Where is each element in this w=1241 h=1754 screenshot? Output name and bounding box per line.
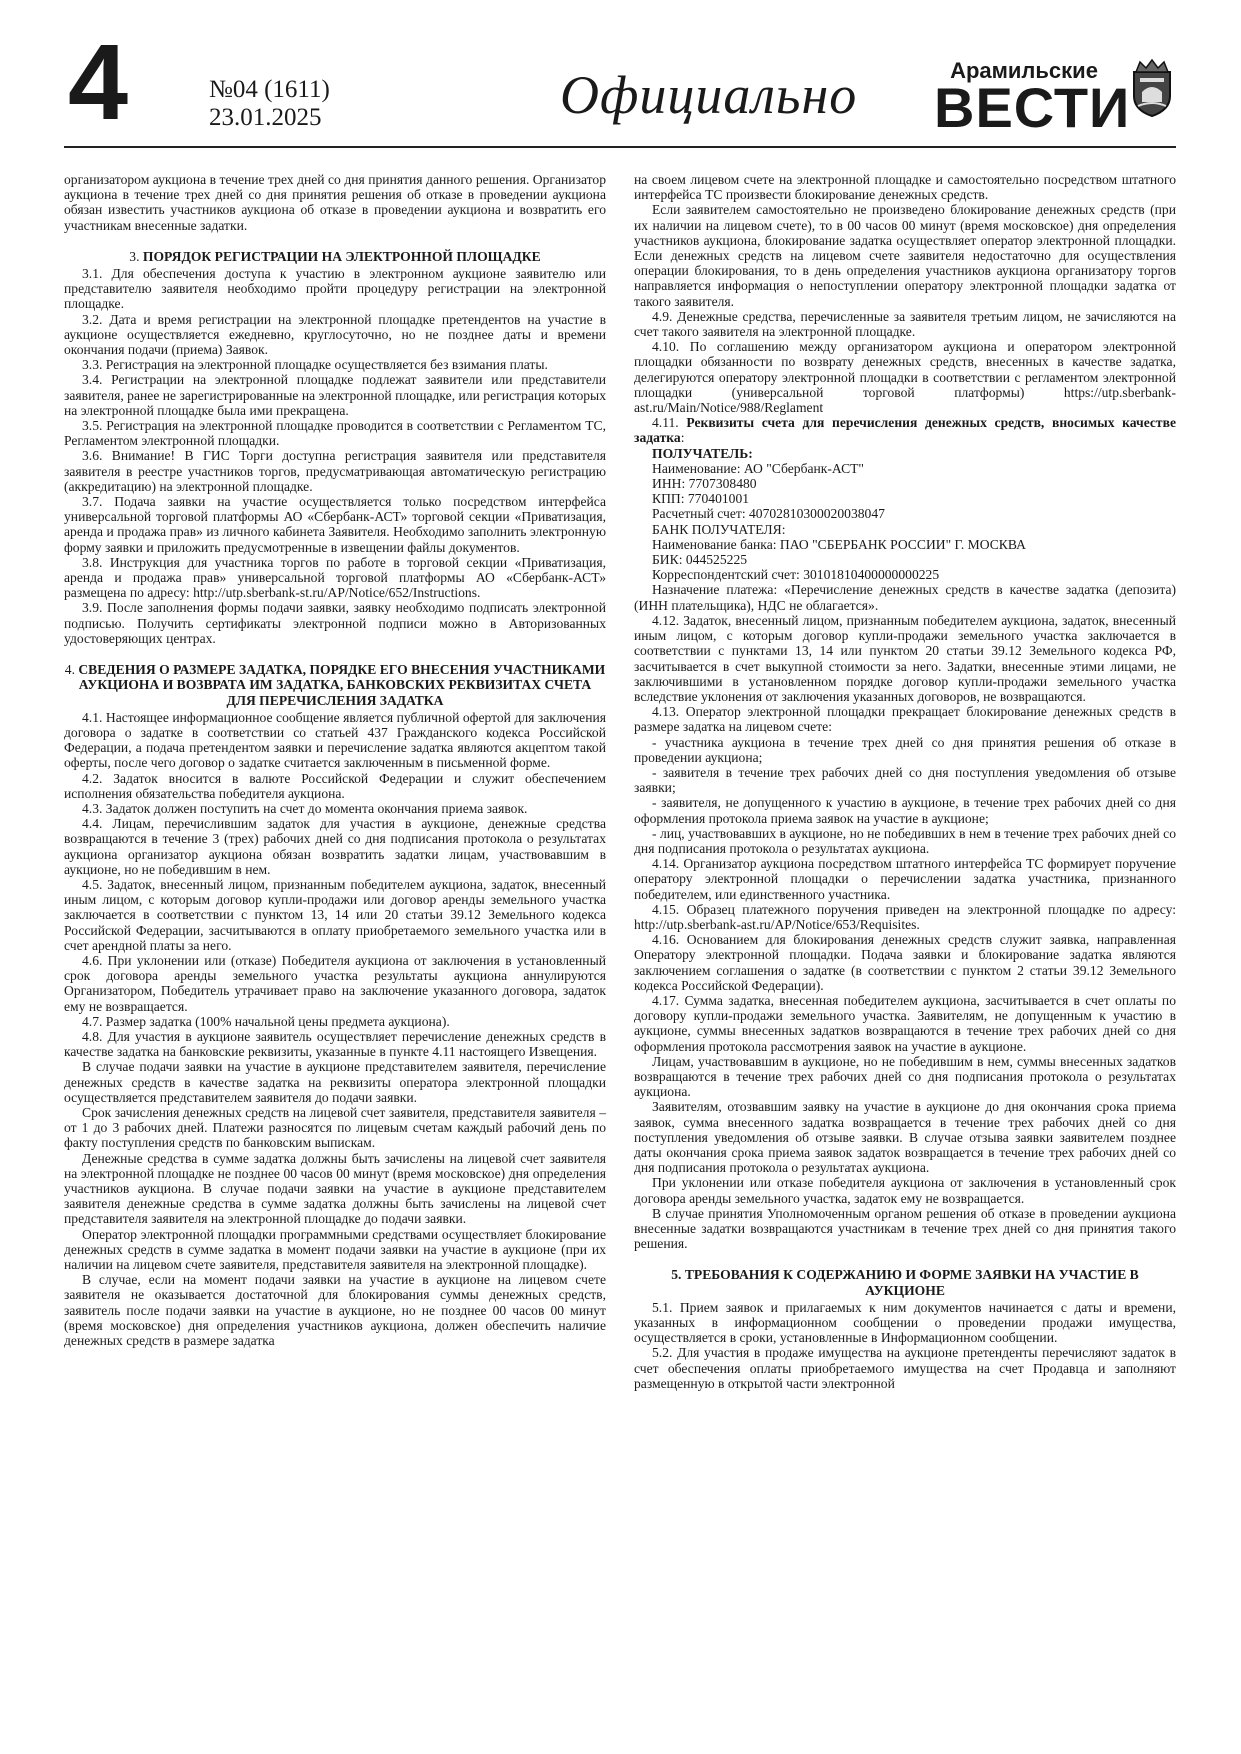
list-item: - лиц, участвовавших в аукционе, но не победивших в нем в течение трех рабочих дней со дня подписания протокола о результатах аукциона.: [634, 825, 1176, 856]
bank-corr-account: Корреспондентский счет: 30101810400000000225: [652, 567, 940, 583]
heading-text: СВЕДЕНИЯ О РАЗМЕРЕ ЗАДАТКА, ПОРЯДКЕ ЕГО ВНЕСЕНИЯ УЧАСТНИКАМИ АУКЦИОНА И ВОЗВРАТА ИМ ЗАДАТКА, БАНКОВСКИХ РЕКВИЗИТАХ СЧЕТА ДЛЯ ПЕРЕЧИСЛЕНИЯ ЗАДАТКА: [78, 662, 606, 708]
recipient-kpp: КПП: 770401001: [652, 491, 750, 507]
paragraph: 4.2. Задаток вносится в валюте Российской Федерации и служит обеспечением исполнения обязательства победителя аукциона.: [64, 770, 606, 801]
paragraph: Если заявителем самостоятельно не произведено блокирование денежных средств (при их наличии на лицевом счете), то в 00 часов 00 минут (время московское) дня определения участников аукциона, блокирование задатка осуществляет оператор электронной площадки. Если денежных средств на лицевом счете заявителя недостаточно для осуществления операции блокирования, то в день определения участников аукциона организатору торгов направляется информация о непоступлении оператору электронной площадки задатка от такого заявителя.: [634, 202, 1176, 309]
list-item: - участника аукциона в течение трех дней со дня принятия решения об отказе в проведении аукциона;: [634, 734, 1176, 765]
paragraph: 4.4. Лицам, перечислившим задаток для участия в аукционе, денежные средства возвращаются в течение 3 (трех) рабочих дней со дня подписания протокола о результатах аукциона организатор аукциона обязан возвратить задатки лицам, участвовавшим в аукционе, но не победившим в нем.: [64, 816, 606, 877]
paragraph: При уклонении или отказе победителя аукциона от заключения в установленный срок договора аренды земельного участка, задаток ему не возвращается.: [634, 1175, 1176, 1206]
paragraph: В случае, если на момент подачи заявки на участие в аукционе на лицевом счете заявителя не оказывается достаточной для блокирования суммы денежных средств, заявитель после подачи заявки на участие в аукционе, но не позднее 00 часов 00 минут (время московское) дня определения участников аукциона, должен обеспечить наличие денежных средств в размере задатка: [64, 1272, 606, 1349]
item-number: 4.11.: [652, 415, 687, 431]
heading-number: 4.: [64, 662, 79, 678]
paragraph: 3.5. Регистрация на электронной площадке проводится в соответствии с Регламентом ТС, Регламентом электронной площадки.: [64, 418, 606, 449]
item-colon: :: [680, 430, 685, 446]
recipient-account: Расчетный счет: 40702810300020038047: [652, 506, 885, 522]
recipient-inn: ИНН: 7707308480: [652, 476, 757, 492]
paragraph: 4.6. При уклонении или (отказе) Победителя аукциона от заключения в установленный срок договора аренды земельного участка результаты аукциона аннулируются Организатором, Победитель утрачивает право на заключение указанного договора, задаток ему не возвращается.: [64, 952, 606, 1014]
paragraph: 4.8. Для участия в аукционе заявитель осуществляет перечисление денежных средств в качестве задатка на банковские реквизиты, указанные в пункте 4.11 настоящего Извещения.: [64, 1028, 606, 1060]
recipient-name: Наименование: АО "Сбербанк-АСТ": [652, 460, 864, 476]
paragraph: 3.6. Внимание! В ГИС Торги доступна регистрация заявителя или представителя заявителя в реестре участников торгов, предусматривающая автоматическую регистрацию (аккредитацию) на электронной площадке.: [64, 448, 606, 494]
heading-text: ПОРЯДОК РЕГИСТРАЦИИ НА ЭЛЕКТРОННОЙ ПЛОЩАДКЕ: [142, 248, 541, 264]
bank-name: Наименование банка: ПАО "СБЕРБАНК РОССИИ" Г. МОСКВА: [652, 536, 1026, 552]
section-5-heading: 5. ТРЕБОВАНИЯ К СОДЕРЖАНИЮ И ФОРМЕ ЗАЯВКИ НА УЧАСТИЕ В АУКЦИОНЕ: [671, 1267, 1139, 1298]
coat-of-arms-icon: [1130, 58, 1174, 118]
paragraph: 3.7. Подача заявки на участие осуществляется только посредством интерфейса универсальной торговой платформы АО «Сбербанк-АСТ» торговой секции «Приватизация, аренда и продажа прав» из личного кабинета Заявителя. Необходимо заполнить электронную форму заявки и приложить предусмотренные в извещении файлы документов.: [64, 494, 606, 555]
right-column: [634, 172, 1176, 1391]
paragraph: Оператор электронной площадки программными средствами осуществляет блокирование денежных средств в сумме задатка в момент подачи заявки на участие в аукционе (при их наличии на лицевом счете заявителя, представителя заявителя на электронной площадке).: [64, 1226, 606, 1273]
paragraph: 4.5. Задаток, внесенный лицом, признанным победителем аукциона, задаток, внесенный иным лицом, с которым договор купли-продажи или договор аренды земельного участка заключается в соответствии с пунктом 13, 14 или 20 статьи 39.12 Земельного кодекса Российской Федерации, засчитываются в оплату приобретаемого земельного участка или в счет арендной платы за него.: [64, 876, 606, 953]
paragraph: 4.13. Оператор электронной площадки прекращает блокирование денежных средств в размере задатка на лицевом счете:: [634, 704, 1176, 735]
list-item: - заявителя в течение трех рабочих дней со дня поступления уведомления об отзыве заявки;: [634, 764, 1176, 796]
paragraph: 3.9. После заполнения формы подачи заявки, заявку необходимо подписать электронной подписью. Получить сертификаты электронной подписи можно в Авторизованных удостоверяющих центрах.: [64, 600, 606, 646]
paragraph: Лицам, участвовавшим в аукционе, но не победившим в нем, суммы внесенных задатков возвращаются в течение трех рабочих дней со дня подписания протокола о результатах аукциона.: [634, 1053, 1176, 1100]
logo-bottom-text: ВЕСТИ: [934, 76, 1131, 139]
newspaper-logo: [934, 58, 1131, 139]
paragraph: 4.16. Основанием для блокирования денежных средств служит заявка, направленная Оператору электронной площадки. Подача заявки и блокирование задатка являются заключением соглашения о задатке (в соответствии с пунктом 2 статьи 39.12 Земельного кодекса Российской Федерации).: [634, 932, 1176, 993]
paragraph: 5.1. Прием заявок и прилагаемых к ним документов начинается с даты и времени, указанных в информационном сообщении о проведении продажи имущества, осуществляется в сроки, установленные в Информационном сообщении.: [634, 1299, 1176, 1346]
paragraph: 5.2. Для участия в продаже имущества на аукционе претенденты перечисляют задаток в счет обеспечения оплаты приобретаемого имущества на счет Продавца и заполняют размещенную в открытой части электронной: [634, 1345, 1176, 1391]
paragraph: 3.1. Для обеспечения доступа к участию в электронном аукционе заявителю или представителю заявителя необходимо пройти процедуру регистрации на электронной площадке.: [64, 266, 606, 312]
paragraph: 3.2. Дата и время регистрации на электронной площадке претендентов на участие в аукционе осуществляется ежедневно, круглосуточно, но не позднее даты и времени окончания подачи (приема) Заявок.: [64, 311, 606, 358]
paragraph: 4.10. По соглашению между организатором аукциона и оператором электронной площадки обязанности по возврату денежных средств, внесенных в качестве задатка, делегируются оператору электронной площадки в соответствии с регламентом электронной площадки (универсальной торговой платформы) https://utp.sberbank-ast.ru/Main/Notice/988/Reglament: [634, 339, 1176, 416]
page-header: [64, 21, 1176, 148]
section-title: Официально: [560, 65, 858, 125]
heading-number: 3.: [129, 248, 143, 264]
paragraph: 4.7. Размер задатка (100% начальной цены предмета аукциона).: [82, 1013, 450, 1029]
paragraph: 4.3. Задаток должен поступить на счет до момента окончания приема заявок.: [82, 800, 528, 816]
page-number: 4: [68, 21, 129, 142]
payment-purpose: Назначение платежа: «Перечисление денежных средств в качестве задатка (депозита) (ИНН плательщика), НДС не облагается».: [634, 582, 1176, 613]
paragraph: 3.8. Инструкция для участника торгов по работе в торговой секции «Приватизация, аренда и продажа прав» универсальной торговой платформы АО «Сбербанк-АСТ» размещена по адресу: http://utp.sberbank-st.ru/AP/Notice/652/Instructions.: [64, 554, 606, 601]
paragraph: Заявителям, отозвавшим заявку на участие в аукционе до дня окончания срока приема заявок, сумма внесенного задатка возвращается в течение трех рабочих дней со дня поступления уведомления об отзыве заявки. В случае отзыва заявки заявителем позднее даты окончания срока приема заявок задаток возвращается в течение трех рабочих дней со дня подписания протокола о результатах аукциона.: [634, 1099, 1176, 1176]
paragraph: на своем лицевом счете на электронной площадке и самостоятельно посредством штатного интерфейса ТС произвести блокирование денежных средств.: [634, 172, 1176, 203]
issue-number: №04 (1611): [209, 76, 330, 103]
paragraph: 4.17. Сумма задатка, внесенная победителем аукциона, засчитывается в счет оплаты по договору купли-продажи земельного участка. Заявителям, не допущенным к участию в аукционе, суммы внесенных задатков возвращаются в течение трех рабочих дней со дня оформления протокола рассмотрения заявок на участие в аукционе.: [634, 992, 1176, 1054]
bank-bik: БИК: 044525225: [652, 552, 748, 568]
paragraph: 4.14. Организатор аукциона посредством штатного интерфейса ТС формирует поручение оператору электронной площадки о перечислении задатка участника, признанного победителем, или единственного участника.: [634, 856, 1176, 902]
paragraph: В случае подачи заявки на участие в аукционе представителем заявителя, перечисление денежных средств в качестве задатка на реквизиты оператора электронной площадки осуществляется представителем заявителя до подачи заявки.: [64, 1059, 606, 1105]
issue-info: [209, 76, 330, 132]
paragraph: 4.12. Задаток, внесенный лицом, признанным победителем аукциона, задаток, внесенный иным лицом, с которым договор купли-продажи земельного участка заключается в соответствии с пунктами 13, 14 или пунктом 20 статьи 39.12 Земельного кодекса РФ, засчитывается в счет выкупной стоимости за него. Задатки, внесенные этими лицами, не заключившими в установленном порядке договор купли-продажи земельного участка вследствие уклонения от заключения указанных договоров, не возвращаются.: [634, 612, 1176, 704]
item-title: Реквизиты счета для перечисления денежных средств, вносимых качестве задатка: [634, 415, 1176, 446]
paragraph: 4.9. Денежные средства, перечисленные за заявителя третьим лицом, не зачисляются на счет такого заявителя на электронной площадке.: [634, 308, 1176, 340]
section-3-heading: [64, 249, 606, 264]
logo-top-text: Арамильские: [950, 58, 1098, 83]
recipient-label-text: ПОЛУЧАТЕЛЬ:: [652, 445, 753, 461]
issue-date: 23.01.2025: [209, 104, 322, 131]
paragraph: Денежные средства в сумме задатка должны быть зачислены на лицевой счет заявителя на электронной площадке не позднее 00 часов 00 минут (время московское) дня определения участников аукциона. В случае подачи заявки на участие в аукционе представителем заявителя денежные средства в сумме задатка должны быть зачислены на лицевой счет представителя заявителя на электронной площадке до подачи заявки.: [64, 1150, 606, 1227]
paragraph: Срок зачисления денежных средств на лицевой счет заявителя, представителя заявителя – от 1 до 3 рабочих дней. Платежи разносятся по лицевым счетам каждый рабочий день по факту поступления средств по банковским выпискам.: [64, 1104, 606, 1151]
left-column: [64, 172, 606, 1348]
bank-label: БАНК ПОЛУЧАТЕЛЯ:: [652, 521, 786, 537]
bank-details-heading: [634, 415, 1176, 445]
recipient-label: [634, 446, 1176, 461]
list-item: - заявителя, не допущенного к участию в аукционе, в течение трех рабочих дней со дня оформления протокола приема заявок на участие в аукционе;: [634, 795, 1176, 826]
paragraph: В случае принятия Уполномоченным органом решения об отказе в проведении аукциона внесенные задатки возвращаются участникам в течение трех дней со дня принятия такого решения.: [634, 1205, 1176, 1252]
paragraph: 3.3. Регистрация на электронной площадке осуществляется без взимания платы.: [82, 357, 548, 373]
paragraph: 4.15. Образец платежного поручения приведен на электронной площадке по адресу: http://utp.sberbank-ast.ru/AP/Notice/653/Requisites.: [634, 901, 1176, 932]
paragraph: 4.1. Настоящее информационное сообщение является публичной офертой для заключения договора о задатке в соответствии со статьей 437 Гражданского кодекса Российской Федерации, а подача претендентом заявки и перечисление задатка являются акцептом такой оферты, после чего договор о задатке считается заключенным в письменной форме.: [64, 709, 606, 771]
section-4-heading: [64, 662, 606, 708]
paragraph: организатором аукциона в течение трех дней со дня принятия данного решения. Организатор аукциона в течение трех дней со дня принятия решения об отказе в проведении аукциона обязан известить участников аукциона об отказе в проведении аукциона и возвратить его участникам внесенные задатки.: [64, 172, 606, 233]
paragraph: 3.4. Регистрации на электронной площадке подлежат заявители или представители заявителя, ранее не зарегистрированные на электронной площадке, или регистрация которых на электронной площадке была ими прекращена.: [64, 372, 606, 418]
